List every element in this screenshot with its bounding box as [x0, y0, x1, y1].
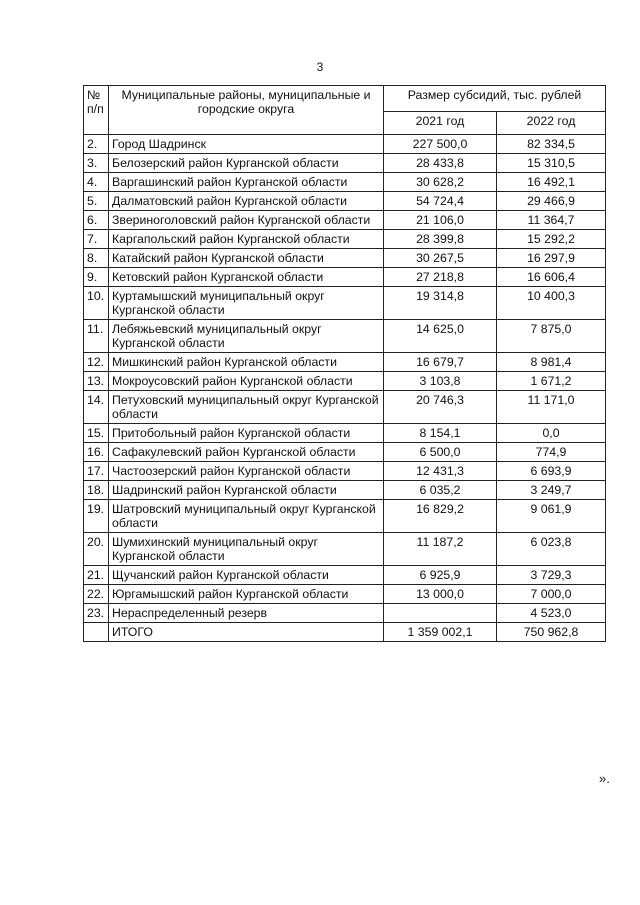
row-number: 7.	[84, 230, 109, 249]
subsidy-2021: 16 829,2	[384, 500, 497, 533]
municipality-name: Город Шадринск	[109, 135, 384, 154]
subsidy-2021: 11 187,2	[384, 533, 497, 566]
subsidy-2022: 15 292,2	[497, 230, 606, 249]
row-number: 11.	[84, 320, 109, 353]
row-number: 18.	[84, 481, 109, 500]
table-row	[84, 604, 606, 623]
table-row	[84, 287, 606, 320]
page-number: 3	[316, 60, 324, 74]
total-row	[84, 623, 606, 642]
column-header-subsidy-amount: Размер субсидий, тыс. рублей	[384, 86, 606, 112]
subsidy-2022: 4 523,0	[497, 604, 606, 623]
subsidy-2021: 27 218,8	[384, 268, 497, 287]
column-header-number: № п/п	[84, 86, 109, 135]
total-2021: 1 359 002,1	[384, 623, 497, 642]
subsidy-2022: 7 875,0	[497, 320, 606, 353]
municipality-name: Далматовский район Курганской области	[109, 192, 384, 211]
municipality-name: Шатровский муниципальный округ Курганской области	[109, 500, 384, 533]
municipality-name: Частоозерский район Курганской области	[109, 462, 384, 481]
table-row	[84, 192, 606, 211]
municipality-name: Звериноголовский район Курганской области	[109, 211, 384, 230]
table-row	[84, 268, 606, 287]
municipality-name: Мишкинский район Курганской области	[109, 353, 384, 372]
column-header-2022: 2022 год	[497, 112, 606, 135]
subsidy-2022: 15 310,5	[497, 154, 606, 173]
subsidy-2021: 54 724,4	[384, 192, 497, 211]
total-label: ИТОГО	[109, 623, 384, 642]
municipality-name: Нераспределенный резерв	[109, 604, 384, 623]
column-header-2021: 2021 год	[384, 112, 497, 135]
municipality-name: Куртамышский муниципальный округ Курганской области	[109, 287, 384, 320]
row-number: 6.	[84, 211, 109, 230]
municipality-name: Каргапольский район Курганской области	[109, 230, 384, 249]
table-row	[84, 443, 606, 462]
subsidy-2021: 28 433,8	[384, 154, 497, 173]
subsidy-2022: 3 729,3	[497, 566, 606, 585]
subsidies-table	[83, 85, 606, 642]
municipality-name: Катайский район Курганской области	[109, 249, 384, 268]
subsidy-2021: 30 267,5	[384, 249, 497, 268]
row-number: 19.	[84, 500, 109, 533]
municipality-name: Мокроусовский район Курганской области	[109, 372, 384, 391]
subsidy-2021: 16 679,7	[384, 353, 497, 372]
closing-quote-mark: ».	[599, 771, 610, 786]
municipality-name: Шумихинский муниципальный округ Курганской области	[109, 533, 384, 566]
subsidy-2021: 3 103,8	[384, 372, 497, 391]
subsidy-2022: 6 693,9	[497, 462, 606, 481]
subsidy-2021	[384, 604, 497, 623]
row-number: 17.	[84, 462, 109, 481]
subsidy-2021: 8 154,1	[384, 424, 497, 443]
row-number: 21.	[84, 566, 109, 585]
subsidy-2022: 1 671,2	[497, 372, 606, 391]
subsidy-2021: 28 399,8	[384, 230, 497, 249]
table-row	[84, 249, 606, 268]
table-row	[84, 585, 606, 604]
row-number: 4.	[84, 173, 109, 192]
table-row	[84, 211, 606, 230]
table-row	[84, 230, 606, 249]
table-row	[84, 533, 606, 566]
row-number: 8.	[84, 249, 109, 268]
row-number: 12.	[84, 353, 109, 372]
subsidy-2022: 0,0	[497, 424, 606, 443]
table-row	[84, 424, 606, 443]
column-header-municipality: Муниципальные районы, муниципальные и городские округа	[109, 86, 384, 135]
municipality-name: Белозерский район Курганской области	[109, 154, 384, 173]
row-number: 16.	[84, 443, 109, 462]
table-row	[84, 353, 606, 372]
municipality-name: Щучанский район Курганской области	[109, 566, 384, 585]
row-number: 20.	[84, 533, 109, 566]
subsidy-2021: 20 746,3	[384, 391, 497, 424]
municipality-name: Юргамышский район Курганской области	[109, 585, 384, 604]
table-body	[84, 135, 606, 642]
row-number: 23.	[84, 604, 109, 623]
subsidy-2022: 16 492,1	[497, 173, 606, 192]
subsidy-2022: 29 466,9	[497, 192, 606, 211]
municipality-name: Сафакулевский район Курганской области	[109, 443, 384, 462]
row-number: 9.	[84, 268, 109, 287]
table-header	[84, 86, 606, 135]
municipality-name: Петуховский муниципальный округ Курганской области	[109, 391, 384, 424]
table-row	[84, 173, 606, 192]
subsidy-2022: 16 606,4	[497, 268, 606, 287]
subsidy-2022: 9 061,9	[497, 500, 606, 533]
subsidy-2021: 13 000,0	[384, 585, 497, 604]
row-number: 14.	[84, 391, 109, 424]
table-row	[84, 566, 606, 585]
table-row	[84, 372, 606, 391]
municipality-name: Притобольный район Курганской области	[109, 424, 384, 443]
table-row	[84, 154, 606, 173]
subsidy-2022: 3 249,7	[497, 481, 606, 500]
row-number: 15.	[84, 424, 109, 443]
row-number: 10.	[84, 287, 109, 320]
municipality-name: Шадринский район Курганской области	[109, 481, 384, 500]
total-2022: 750 962,8	[497, 623, 606, 642]
row-number: 5.	[84, 192, 109, 211]
row-number: 13.	[84, 372, 109, 391]
table-row	[84, 462, 606, 481]
subsidy-2022: 82 334,5	[497, 135, 606, 154]
subsidy-2021: 19 314,8	[384, 287, 497, 320]
row-number: 3.	[84, 154, 109, 173]
municipality-name: Варгашинский район Курганской области	[109, 173, 384, 192]
subsidy-2021: 6 925,9	[384, 566, 497, 585]
subsidy-2022: 7 000,0	[497, 585, 606, 604]
row-number: 22.	[84, 585, 109, 604]
row-number: 2.	[84, 135, 109, 154]
subsidy-2022: 8 981,4	[497, 353, 606, 372]
subsidy-2022: 10 400,3	[497, 287, 606, 320]
subsidy-2022: 6 023,8	[497, 533, 606, 566]
subsidy-2021: 6 035,2	[384, 481, 497, 500]
table-row	[84, 391, 606, 424]
table-row	[84, 135, 606, 154]
subsidy-2021: 12 431,3	[384, 462, 497, 481]
subsidy-2021: 30 628,2	[384, 173, 497, 192]
subsidy-2021: 6 500,0	[384, 443, 497, 462]
table-row	[84, 320, 606, 353]
subsidy-2022: 11 364,7	[497, 211, 606, 230]
subsidy-2021: 227 500,0	[384, 135, 497, 154]
subsidy-2021: 14 625,0	[384, 320, 497, 353]
subsidy-2022: 774,9	[497, 443, 606, 462]
municipality-name: Кетовский район Курганской области	[109, 268, 384, 287]
table-row	[84, 481, 606, 500]
subsidy-2021: 21 106,0	[384, 211, 497, 230]
municipality-name: Лебяжьевский муниципальный округ Курганской области	[109, 320, 384, 353]
subsidy-2022: 16 297,9	[497, 249, 606, 268]
total-number	[84, 623, 109, 642]
table-row	[84, 500, 606, 533]
subsidy-2022: 11 171,0	[497, 391, 606, 424]
